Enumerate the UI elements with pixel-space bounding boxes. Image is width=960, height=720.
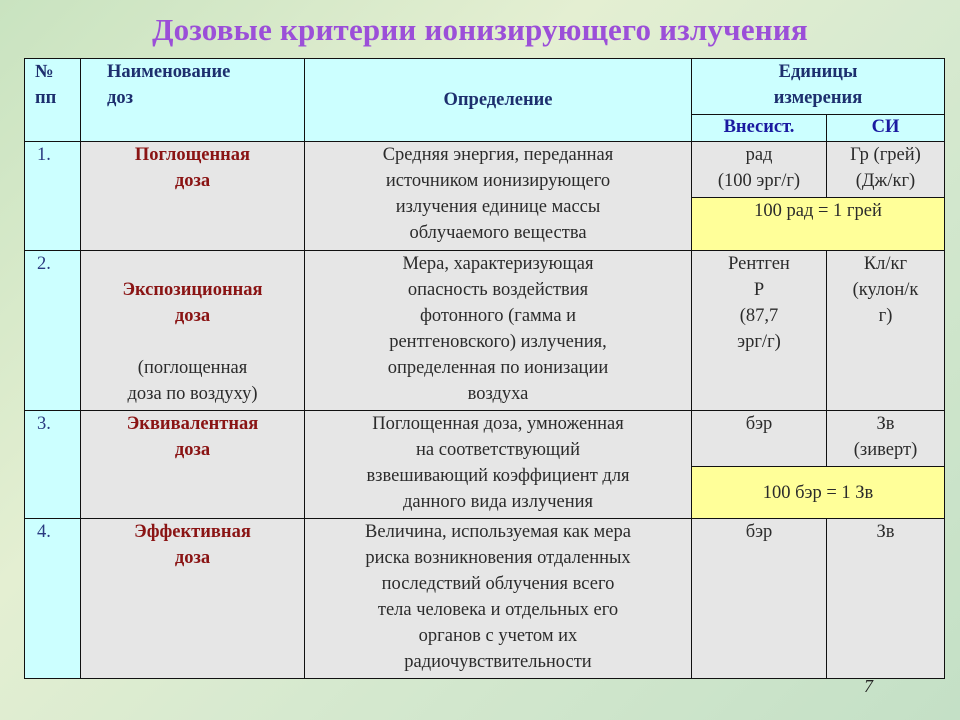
row-2-si: Кл/кг (кулон/к г) [826,250,945,411]
row-1-nonsystem: рад (100 эрг/г) [691,141,827,198]
row-2-num: 2. [24,250,81,411]
row-2-definition: Мера, характеризующая опасность воздействия фотонного (гамма и рентгеновского) излучения, определенная по ионизации воздуха [304,250,692,411]
row-3-nonsystem: бэр [691,410,827,467]
row-1-conversion: 100 рад = 1 грей [691,197,945,251]
row-2-name: Экспозиционная доза [122,280,263,326]
row-4-num: 4. [24,518,81,679]
header-units: Единицы измерения [691,58,945,115]
row-2-nonsystem: Рентген Р (87,7 эрг/г) [691,250,827,411]
row-2-name-cell [80,250,305,411]
row-1-si: Гр (грей) (Дж/кг) [826,141,945,198]
row-3-definition: Поглощенная доза, умноженная на соответствующий взвешивающий коэффициент для данного вида излучения [304,410,692,519]
header-nonsystem: Внесист. [691,114,827,142]
row-4-name: Эффективная доза [80,518,305,679]
row-4-definition: Величина, используемая как мера риска возникновения отдаленных последствий облучения всего тела человека и отдельных его органов с учетом их радиочувствительности [304,518,692,679]
header-num: № пп [24,58,81,142]
row-1-definition: Средняя энергия, переданная источником ионизирующего излучения единице массы облучаемого вещества [304,141,692,251]
row-4-si: Зв [826,518,945,679]
header-si: СИ [826,114,945,142]
row-4-nonsystem: бэр [691,518,827,679]
row-3-num: 3. [24,410,81,519]
row-1-name: Поглощенная доза [80,141,305,251]
row-3-name: Эквивалентная доза [80,410,305,519]
slide-title: Дозовые критерии ионизирующего излучения [152,12,808,47]
header-name: Наименование доз [80,58,305,142]
header-definition: Определение [304,58,692,142]
page-number: 7 [864,676,873,696]
row-3-conversion: 100 бэр = 1 Зв [691,466,945,519]
row-1-num: 1. [24,141,81,251]
row-2-name-note: (поглощенная доза по воздуху) [127,358,258,404]
row-3-si: Зв (зиверт) [826,410,945,467]
